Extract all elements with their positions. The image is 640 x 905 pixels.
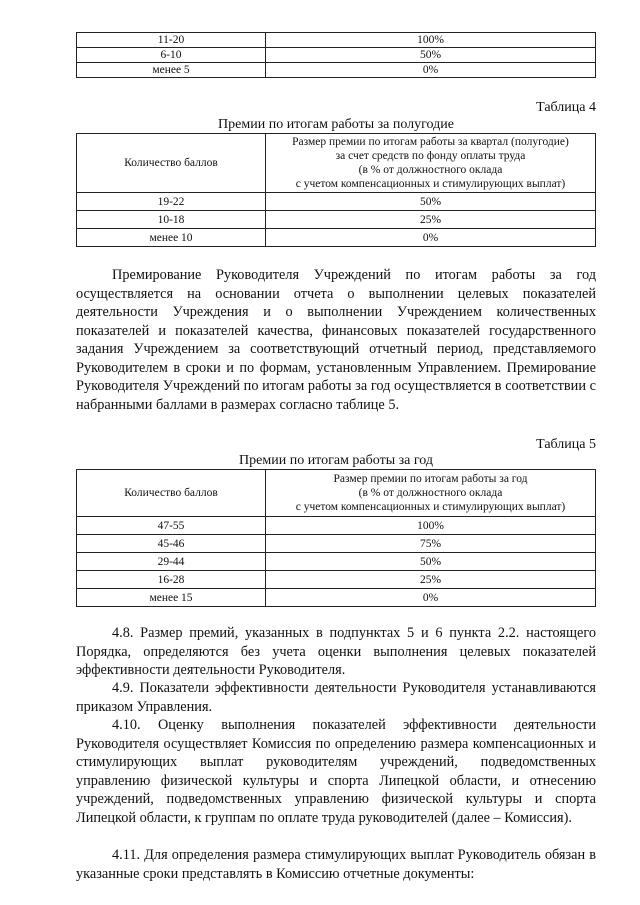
table-header-row [77, 470, 596, 517]
table-row: менее 15 0% [77, 589, 596, 607]
table-row: 29-44 50% [77, 553, 596, 571]
table5-head-score: Количество баллов [77, 470, 266, 517]
paragraph-4-10: 4.10. Оценку выполнения показателей эффективности деятельности Руководителя осуществляет Комиссия по определению размера компенсационных и стимулирующих выплат руководителям учреждений, подведомственных управлению физической культуры и спорта Липецкой области, и отнесению учреждений, подведомственных управлению физической культуры и спорта Липецкой области, к группам по оплате труда руководителей (далее – Комиссия). [76, 717, 596, 826]
table-row: 11-20 100% [77, 33, 596, 48]
paragraph-premium-year: Премирование Руководителя Учреждений по итогам работы за год осуществляется на основании отчета о выполнении целевых показателей деятельности Учреждения и о выполнении Учреждением количественных показателей и показателей качества, финансовых показателей государственного задания Учреждением за соответствующий отчетный период, представляемого Руководителем в сроки и по формам, установленным Управлением. Премирование Руководителя Учреждений по итогам работы за год осуществляется в соответствии с набранными баллами в размерах согласно таблице 5. [76, 267, 596, 413]
table-top [76, 32, 596, 78]
table-row: 47-55 100% [77, 517, 596, 535]
table5 [76, 469, 596, 607]
table5-head-pct: Размер премии по итогам работы за год (в % от должностного оклада с учетом компенсационных и стимулирующих выплат) [266, 470, 596, 517]
table4 [76, 133, 596, 247]
table-row: 19-22 50% [77, 193, 596, 211]
table-header-row [77, 134, 596, 193]
table-row: 6-10 50% [77, 48, 596, 63]
table5-caption: Таблица 5 [536, 437, 596, 452]
paragraph-4-8: 4.8. Размер премий, указанных в подпунктах 5 и 6 пункта 2.2. настоящего Порядка, определяются без учета оценки выполнения целевых показателей эффективности деятельности Руководителя. [76, 625, 596, 678]
table-row: 45-46 75% [77, 535, 596, 553]
table-row: 10-18 25% [77, 211, 596, 229]
paragraph-4-9: 4.9. Показатели эффективности деятельности Руководителя устанавливаются приказом Управления. [76, 680, 596, 715]
table-row: 16-28 25% [77, 571, 596, 589]
paragraph-4-11: 4.11. Для определения размера стимулирующих выплат Руководитель обязан в указанные сроки представлять в Комиссию отчетные документы: [76, 847, 596, 882]
table4-caption: Таблица 4 [536, 100, 596, 115]
table4-title: Премии по итогам работы за полугодие [218, 117, 454, 132]
table-row: менее 10 0% [77, 229, 596, 247]
table5-title: Премии по итогам работы за год [239, 453, 433, 468]
table4-head-pct: Размер премии по итогам работы за квартал (полугодие) за счет средств по фонду оплаты труда (в % от должностного оклада с учетом компенсационных и стимулирующих выплат) [266, 134, 596, 193]
table-row: менее 5 0% [77, 63, 596, 78]
table4-head-score: Количество баллов [77, 134, 266, 193]
